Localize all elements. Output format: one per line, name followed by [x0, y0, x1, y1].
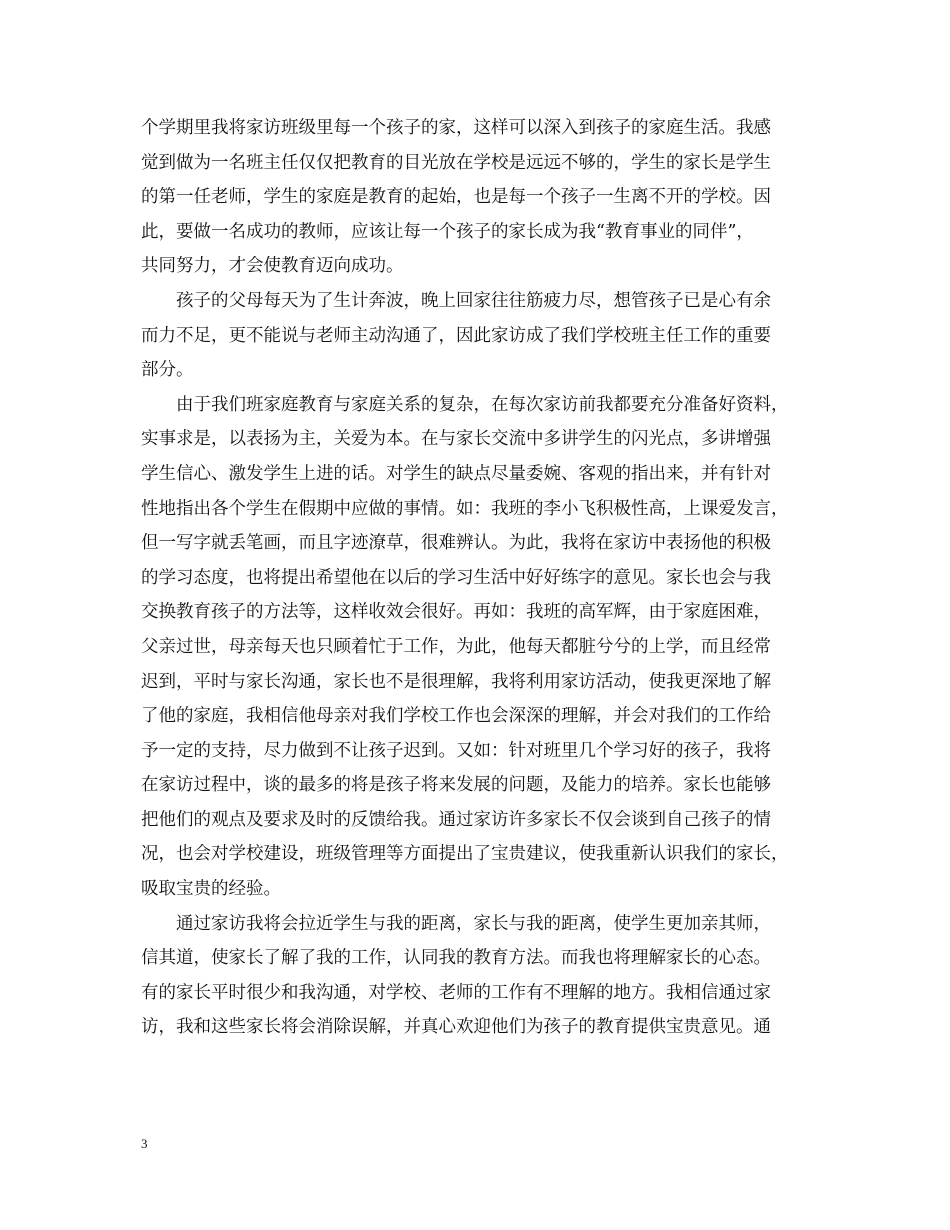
document-body: [141, 111, 821, 1045]
text-line: 个学期里我将家访班级里每一个孩子的家，这样可以深入到孩子的家庭生活。我感: [141, 118, 771, 138]
text-line: 父亲过世，母亲每天也只顾着忙于工作，为此，他每天都脏兮兮的上学，而且经常: [141, 636, 771, 657]
text-line: 通过家访我将会拉近学生与我的距离，家长与我的距离，使学生更加亲其师，: [176, 913, 771, 934]
text-line: 的第一任老师，学生的家庭是教育的起始，也是每一个孩子一生离不开的学校。因: [141, 187, 771, 208]
text-line: 孩子的父母每天为了生计奔波，晚上回家往往筋疲力尽，想管孩子已是心有余: [176, 290, 771, 311]
text-line: 觉到做为一名班主任仅仅把教育的目光放在学校是远远不够的，学生的家长是学生: [141, 152, 771, 173]
page-number: 3: [141, 1136, 148, 1151]
text-line: 有的家长平时很少和我沟通，对学校、老师的工作有不理解的地方。我相信通过家: [141, 982, 771, 1003]
text-line: 把他们的观点及要求及时的反馈给我。通过家访许多家长不仅会谈到自己孩子的情: [141, 809, 771, 830]
text-line: 而力不足，更不能说与老师主动沟通了，因此家访成了我们学校班主任工作的重要: [141, 325, 771, 346]
text-line: 信其道，使家长了解了我的工作，认同我的教育方法。而我也将理解家长的心态。: [141, 948, 771, 969]
text-line: 实事求是，以表扬为主，关爱为本。在与家长交流中多讲学生的闪光点，多讲增强: [141, 429, 771, 450]
text-line: 部分。: [141, 360, 194, 381]
text-line: 了他的家庭，我相信他母亲对我们学校工作也会深深的理解，并会对我们的工作给: [141, 706, 771, 727]
text-line: 吸取宝贵的经验。: [141, 879, 281, 900]
paragraph: [141, 907, 821, 1045]
paragraph: [141, 284, 821, 388]
text-line: 迟到，平时与家长沟通，家长也不是很理解，我将利用家访活动，使我更深地了解: [141, 671, 771, 692]
text-line: 共同努力，才会使教育迈向成功。: [141, 256, 404, 277]
text-line: 予一定的支持，尽力做到不让孩子迟到。又如：针对班里几个学习好的孩子，我将: [141, 740, 771, 761]
text-line: 性地指出各个学生在假期中应做的事情。如：我班的李小飞积极性高，上课爱发言，: [141, 498, 789, 519]
text-line: 况，也会对学校建设，班级管理等方面提出了宝贵建议，使我重新认识我们的家长，: [141, 844, 789, 865]
text-line: 访，我和这些家长将会消除误解，并真心欢迎他们为孩子的教育提供宝贵意见。通: [141, 1017, 771, 1038]
paragraph: [141, 111, 821, 284]
text-line: 此，要做一名成功的教师，应该让每一个孩子的家长成为我“教育事业的同伴”，: [141, 221, 754, 242]
text-line: 的学习态度，也将提出希望他在以后的学习生活中好好练字的意见。家长也会与我: [141, 567, 771, 588]
text-line: 学生信心、激发学生上进的话。对学生的缺点尽量委婉、客观的指出来，并有针对: [141, 463, 771, 484]
text-line: 在家访过程中，谈的最多的将是孩子将来发展的问题，及能力的培养。家长也能够: [141, 775, 771, 796]
text-line: 但一写字就丢笔画，而且字迹潦草，很难辨认。为此，我将在家访中表扬他的积极: [141, 533, 771, 554]
paragraph: [141, 388, 821, 907]
text-line: 由于我们班家庭教育与家庭关系的复杂，在每次家访前我都要充分准备好资料，: [176, 394, 789, 415]
text-line: 交换教育孩子的方法等，这样收效会很好。再如：我班的高军辉，由于家庭困难，: [141, 602, 771, 623]
